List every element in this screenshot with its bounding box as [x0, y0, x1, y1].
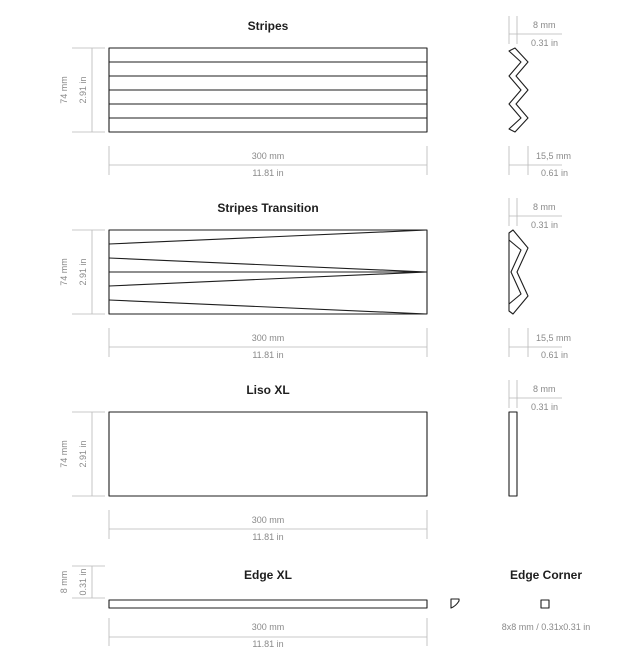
stripes-height-mm: 74 mm — [59, 76, 69, 104]
edge-xl-title: Edge XL — [243, 568, 293, 582]
stripes-width-in: 11.81 in — [252, 168, 284, 178]
section-stripes-transition — [59, 198, 571, 360]
edge-width-mm: 300 mm — [251, 622, 285, 632]
transition-height-in: 2.91 in — [78, 258, 88, 286]
stripes-profile-in: 0.61 in — [541, 168, 569, 178]
section-edge-corner — [502, 568, 591, 632]
stripes-height-in: 2.91 in — [78, 76, 88, 104]
edge-side-profile — [451, 599, 459, 608]
transition-width-mm: 300 mm — [251, 333, 285, 343]
edge-corner-title: Edge Corner — [509, 568, 583, 582]
liso-height-in: 2.91 in — [78, 440, 88, 468]
transition-profile-mm: 15,5 mm — [536, 333, 572, 343]
edge-height-mm: 8 mm — [59, 570, 69, 594]
edge-corner-shape — [541, 600, 549, 608]
stripes-width-mm: 300 mm — [251, 151, 285, 161]
liso-width-in: 11.81 in — [252, 532, 284, 542]
liso-xl-title: Liso XL — [246, 383, 290, 397]
transition-thickness-in: 0.31 in — [531, 220, 559, 230]
stripes-title: Stripes — [247, 19, 289, 33]
stripes-front-view — [109, 48, 427, 132]
transition-line-2 — [109, 258, 427, 272]
stripes-transition-title: Stripes Transition — [217, 201, 319, 215]
transition-profile-in: 0.61 in — [541, 350, 569, 360]
transition-height-mm: 74 mm — [59, 258, 69, 286]
liso-thickness-mm: 8 mm — [533, 384, 556, 394]
edge-tile-outline — [109, 600, 427, 608]
transition-thickness-mm: 8 mm — [533, 202, 556, 212]
section-liso-xl — [59, 380, 562, 542]
section-edge-xl — [59, 566, 459, 649]
liso-side-profile — [509, 412, 517, 496]
transition-front-view — [109, 230, 427, 314]
liso-thickness-in: 0.31 in — [531, 402, 559, 412]
transition-side-profile-inner — [509, 240, 521, 304]
edge-corner-size: 8x8 mm / 0.31x0.31 in — [501, 622, 591, 632]
transition-line-4 — [109, 272, 427, 286]
edge-height-in: 0.31 in — [78, 568, 88, 596]
liso-width-mm: 300 mm — [251, 515, 285, 525]
section-stripes — [59, 16, 571, 178]
stripes-thickness-mm: 8 mm — [533, 20, 556, 30]
stripes-side-profile — [509, 48, 528, 132]
transition-line-5 — [109, 300, 427, 314]
transition-width-in: 11.81 in — [252, 350, 284, 360]
stripes-profile-mm: 15,5 mm — [536, 151, 572, 161]
liso-height-mm: 74 mm — [59, 440, 69, 468]
transition-line-1 — [109, 230, 427, 244]
liso-tile-outline — [109, 412, 427, 496]
edge-width-in: 11.81 in — [252, 639, 284, 649]
stripes-thickness-in: 0.31 in — [531, 38, 559, 48]
